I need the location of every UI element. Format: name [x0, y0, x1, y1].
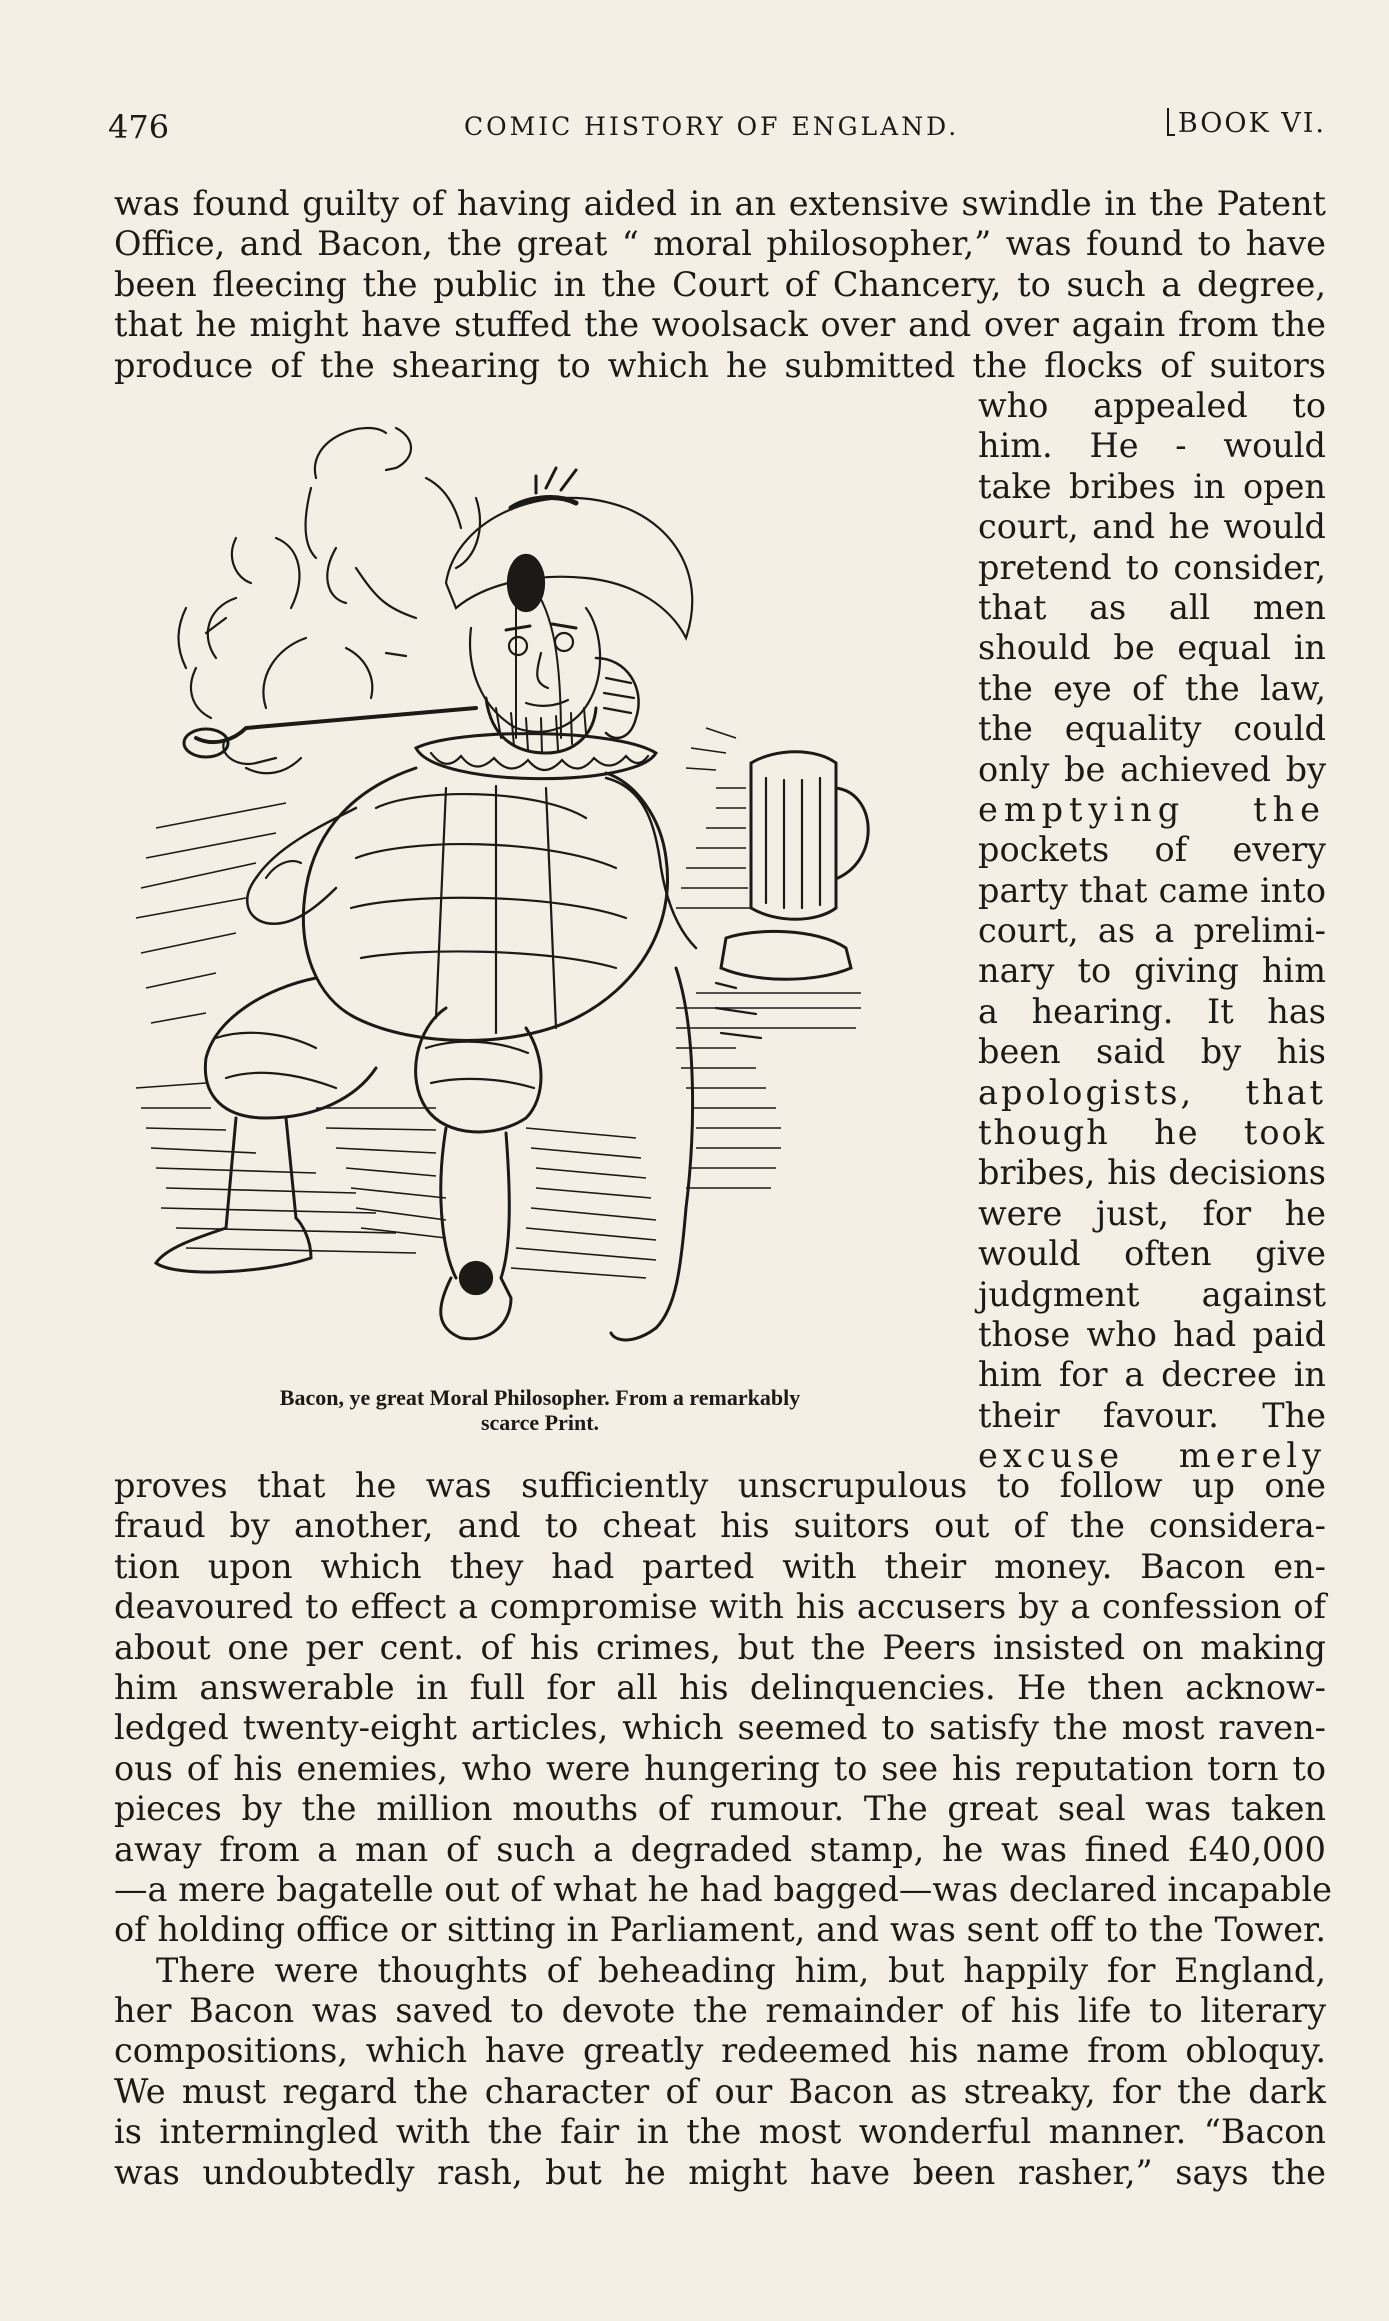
text-line: ledged twenty-eight articles, which seemed to satisfy the most raven- [114, 1708, 1326, 1748]
text-line: deavoured to effect a compromise with his accusers by a confession of [114, 1587, 1326, 1627]
text-line: fraud by another, and to cheat his suitors out of the considera- [114, 1506, 1326, 1546]
text-line: been said by his [978, 1032, 1326, 1072]
text-line: would often give [978, 1234, 1326, 1274]
text-line: pieces by the million mouths of rumour. The great seal was taken [114, 1789, 1326, 1829]
text-line: away from a man of such a degraded stamp, he was fined £40,000 [114, 1829, 1326, 1869]
text-line: judgment against [978, 1274, 1326, 1314]
body-text-bottom [114, 1466, 1332, 2193]
text-line: tion upon which they had parted with their money. Bacon en- [114, 1546, 1326, 1586]
text-line: their favour. The [978, 1395, 1326, 1435]
text-line: who appealed to [978, 386, 1326, 425]
text-line: a hearing. It has [978, 991, 1326, 1031]
page-number: 476 [108, 108, 170, 146]
text-line: only be achieved by [978, 749, 1326, 789]
text-line: ous of his enemies, who were hungering to see his reputation torn to [114, 1748, 1326, 1788]
running-title: COMIC HISTORY OF ENGLAND. [464, 112, 960, 141]
text-line: him for a decree in [978, 1355, 1326, 1395]
text-line: excuse merely [978, 1436, 1326, 1476]
text-line: the eye of the law, [978, 668, 1326, 708]
body-text-top [114, 184, 1326, 386]
text-line: emptying the [978, 789, 1326, 829]
text-line: Office, and Bacon, the great “ moral philosopher,” was found to have [114, 224, 1326, 264]
text-line: of holding office or sitting in Parliament, and was sent off to the Tower. [114, 1910, 1326, 1950]
text-line: him. He - would [978, 426, 1326, 466]
text-line: though he took [978, 1113, 1326, 1153]
text-line: There were thoughts of beheading him, but happily for England, [156, 1950, 1326, 1990]
text-line: her Bacon was saved to devote the remainder of his life to literary [114, 1991, 1326, 2031]
book-label [1167, 108, 1326, 139]
caption-line: scarce Print. [480, 1410, 600, 1435]
text-line: take bribes in open [978, 466, 1326, 506]
text-line: the equality could [978, 709, 1326, 749]
illustration-caption [150, 1385, 930, 1435]
text-line: pretend to consider, [978, 547, 1326, 587]
text-line: court, as a prelimi- [978, 911, 1326, 951]
text-line: We must regard the character of our Bacon as streaky, for the dark [114, 2071, 1326, 2111]
text-line: him answerable in full for all his delinquencies. He then acknow- [114, 1667, 1326, 1707]
text-line: should be equal in [978, 628, 1326, 668]
text-line: proves that he was sufficiently unscrupulous to follow up one [114, 1466, 1326, 1505]
text-line: —a mere bagatelle out of what he had bagged—was declared incapable [114, 1869, 1332, 1909]
text-line: were just, for he [978, 1193, 1326, 1233]
bacon-engraving [116, 408, 946, 1380]
text-line: apologists, that [978, 1072, 1326, 1112]
text-line: that as all men [978, 587, 1326, 627]
caption-line: Bacon, ye great Moral Philosopher. From a remarkably [279, 1385, 801, 1410]
text-line: court, and he would [978, 507, 1326, 547]
text-line: nary to giving him [978, 951, 1326, 991]
bracket-mark [1167, 108, 1175, 136]
text-line: compositions, which have greatly redeemed his name from obloquy. [114, 2031, 1326, 2071]
text-line: produce of the shearing to which he submitted the flocks of suitors [114, 345, 1326, 385]
text-line: pockets of every [978, 830, 1326, 870]
running-head [108, 108, 1326, 152]
text-line: bribes, his decisions [978, 1153, 1326, 1193]
text-line: was found guilty of having aided in an extensive swindle in the Patent [114, 184, 1326, 223]
side-column-text [978, 386, 1326, 1477]
text-line: those who had paid [978, 1314, 1326, 1354]
text-line: party that came into [978, 870, 1326, 910]
text-line: that he might have stuffed the woolsack over and over again from the [114, 305, 1326, 345]
book-label-text: BOOK VI. [1177, 108, 1326, 139]
text-line: about one per cent. of his crimes, but the Peers insisted on making [114, 1627, 1326, 1667]
text-line: been fleecing the public in the Court of Chancery, to such a degree, [114, 264, 1326, 304]
text-line: is intermingled with the fair in the most wonderful manner. “Bacon [114, 2112, 1326, 2152]
text-line: was undoubtedly rash, but he might have been rasher,” says the [114, 2152, 1326, 2192]
